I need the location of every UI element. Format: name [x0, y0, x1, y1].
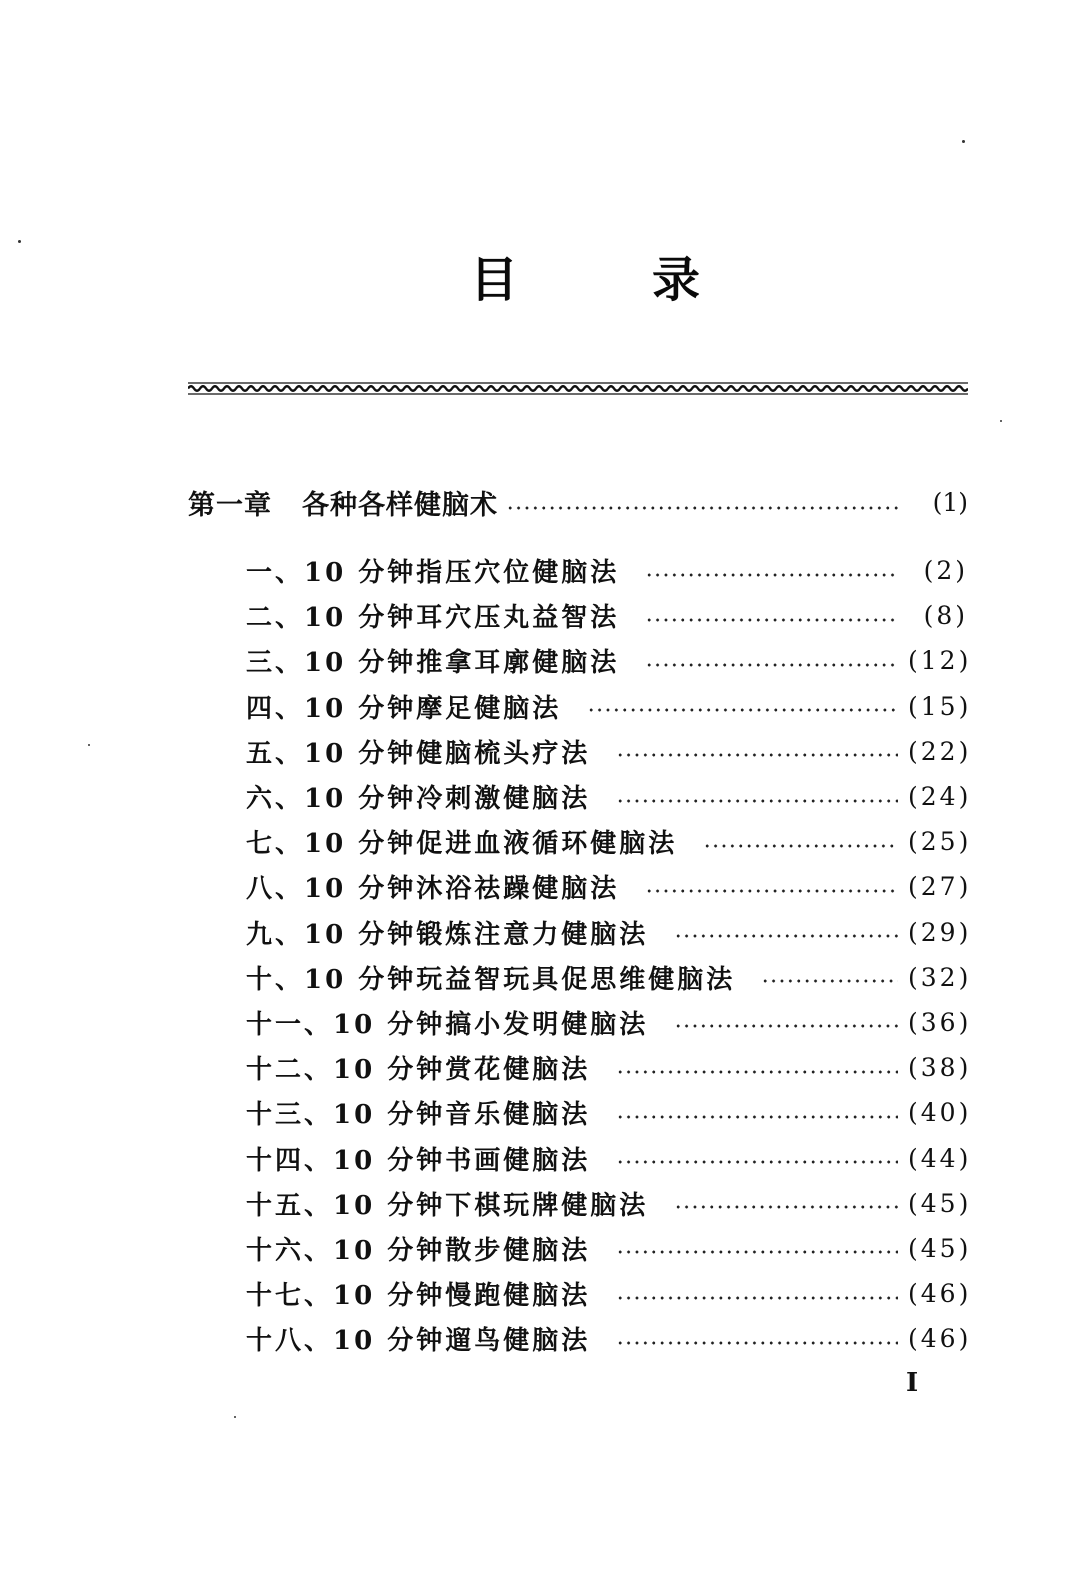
entry-page: (46): [908, 1279, 972, 1309]
scan-speck: [962, 140, 965, 143]
toc-entry-4[interactable]: [246, 684, 972, 729]
entry-page: (12): [908, 646, 972, 676]
page-number: I: [906, 1368, 919, 1398]
dot-leader: [616, 1250, 898, 1254]
entry-title: 十八、10 分钟遛鸟健脑法: [246, 1326, 591, 1357]
entry-page: (2): [923, 556, 968, 586]
entry-title: 十三、10 分钟音乐健脑法: [246, 1100, 591, 1131]
scan-speck: [88, 744, 90, 746]
dot-leader: [616, 1296, 898, 1300]
dot-leader: [616, 1341, 898, 1345]
entry-page: (27): [908, 872, 972, 902]
scan-speck: [234, 1416, 236, 1418]
dot-leader: [674, 1024, 898, 1028]
dot-leader: [645, 618, 898, 622]
entry-title: 十二、10 分钟赏花健脑法: [246, 1055, 591, 1086]
dot-leader: [616, 1115, 898, 1119]
toc-entry-7[interactable]: [246, 819, 972, 864]
scan-speck: [18, 240, 21, 243]
entry-title: 十五、10 分钟下棋玩牌健脑法: [246, 1190, 649, 1221]
entry-title: 十六、10 分钟散步健脑法: [246, 1235, 591, 1266]
dot-leader: [674, 1205, 898, 1209]
entry-page: (45): [908, 1188, 972, 1218]
entry-title: 一、10 分钟指压穴位健脑法: [246, 558, 620, 589]
dot-leader: [674, 934, 898, 938]
chapter-number: 第一章: [188, 489, 272, 521]
page-title-char-1: 目: [470, 252, 519, 308]
dot-leader: [703, 844, 898, 848]
toc-entry-5[interactable]: [246, 729, 972, 774]
toc-entry-12[interactable]: [246, 1045, 972, 1090]
entry-page: (15): [908, 691, 972, 721]
toc-entry-3[interactable]: [246, 638, 972, 683]
entry-page: (45): [908, 1233, 972, 1263]
toc-entry-10[interactable]: [246, 955, 972, 1000]
toc-entry-11[interactable]: [246, 1000, 972, 1045]
toc-entry-14[interactable]: [246, 1135, 972, 1180]
scan-speck: [1000, 420, 1002, 422]
chapter-page: (1): [932, 487, 968, 517]
entry-title: 九、10 分钟锻炼注意力健脑法: [246, 919, 649, 950]
toc-entry-6[interactable]: [246, 774, 972, 819]
page-title-char-2: 录: [651, 252, 700, 308]
entry-title: 六、10 分钟冷刺激健脑法: [246, 784, 591, 815]
toc-entry-2[interactable]: [246, 593, 968, 638]
entry-page: (25): [908, 827, 972, 857]
page-title: [470, 250, 700, 310]
dot-leader: [616, 753, 898, 757]
toc-entry-18[interactable]: [246, 1316, 972, 1361]
dot-leader: [761, 979, 898, 983]
dot-leader: [645, 889, 898, 893]
dot-leader: [616, 1160, 898, 1164]
entry-page: (29): [908, 917, 972, 947]
entry-page: (32): [908, 962, 972, 992]
dot-leader: [506, 506, 898, 510]
dot-leader: [645, 573, 898, 577]
toc-entry-9[interactable]: [246, 910, 972, 955]
entry-title: 十一、10 分钟搞小发明健脑法: [246, 1009, 649, 1040]
toc-entry-1[interactable]: [246, 548, 968, 593]
entry-title: 五、10 分钟健脑梳头疗法: [246, 738, 591, 769]
entry-page: (46): [908, 1324, 972, 1354]
entry-page: (38): [908, 1053, 972, 1083]
toc-entry-15[interactable]: [246, 1181, 972, 1226]
ornamental-divider: [188, 376, 968, 400]
toc-entry-17[interactable]: [246, 1271, 972, 1316]
entry-title: 二、10 分钟耳穴压丸益智法: [246, 603, 620, 634]
entry-title: 十、10 分钟玩益智玩具促思维健脑法: [246, 964, 736, 995]
toc-entry-16[interactable]: [246, 1226, 972, 1271]
toc-entry-8[interactable]: [246, 864, 972, 909]
entry-page: (44): [908, 1143, 972, 1173]
entry-title: 十四、10 分钟书画健脑法: [246, 1145, 591, 1176]
chapter-heading[interactable]: [188, 480, 968, 524]
entry-page: (36): [908, 1007, 972, 1037]
entry-title: 十七、10 分钟慢跑健脑法: [246, 1281, 591, 1312]
entry-title: 三、10 分钟推拿耳廓健脑法: [246, 648, 620, 679]
entry-page: (8): [923, 601, 968, 631]
dot-leader: [616, 799, 898, 803]
entry-title: 八、10 分钟沐浴祛躁健脑法: [246, 874, 620, 905]
dot-leader: [587, 708, 898, 712]
entry-title: 四、10 分钟摩足健脑法: [246, 693, 562, 724]
dot-leader: [645, 663, 898, 667]
toc-entry-13[interactable]: [246, 1090, 972, 1135]
chapter-name: 各种各样健脑术: [302, 489, 498, 521]
entry-page: (24): [908, 782, 972, 812]
toc-list: [246, 548, 972, 1361]
entry-page: (22): [908, 736, 972, 766]
entry-page: (40): [908, 1098, 972, 1128]
entry-title: 七、10 分钟促进血液循环健脑法: [246, 829, 678, 860]
dot-leader: [616, 1070, 898, 1074]
